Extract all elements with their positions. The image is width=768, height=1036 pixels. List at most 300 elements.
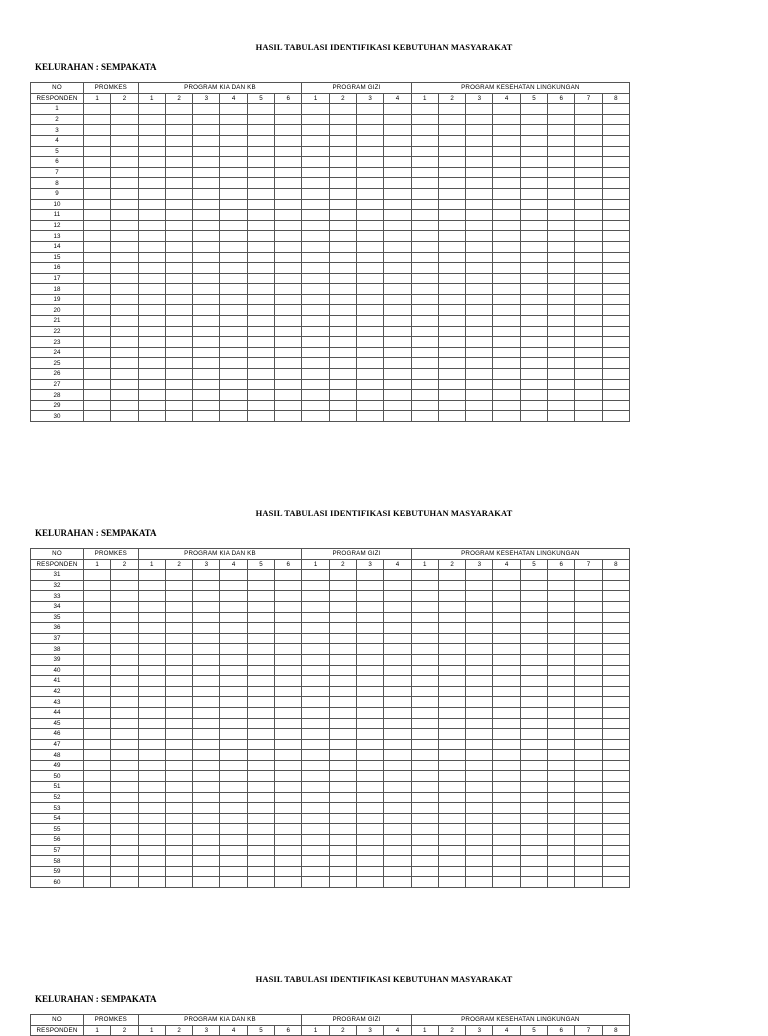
table-cell <box>411 411 438 422</box>
header-row-groups <box>31 549 630 560</box>
table-cell <box>438 305 465 316</box>
table-cell <box>493 718 520 729</box>
table-cell <box>84 760 111 771</box>
table-cell <box>165 707 192 718</box>
table-cell <box>84 178 111 189</box>
table-cell <box>302 379 329 390</box>
table-cell <box>220 104 247 115</box>
table-cell <box>602 316 629 327</box>
table-cell <box>438 400 465 411</box>
table-cell <box>493 676 520 687</box>
table-cell <box>84 771 111 782</box>
table-cell <box>193 707 220 718</box>
table-cell <box>220 866 247 877</box>
column-number: 1 <box>411 559 438 570</box>
table-cell <box>111 231 138 242</box>
table-cell <box>466 326 493 337</box>
column-number: 5 <box>520 559 547 570</box>
table-cell <box>357 623 384 634</box>
table-cell <box>548 718 575 729</box>
table-cell <box>193 104 220 115</box>
table-cell <box>602 369 629 380</box>
respondent-number: 39 <box>31 654 84 665</box>
table-cell <box>138 231 165 242</box>
table-cell <box>193 337 220 348</box>
table-row <box>31 729 630 740</box>
table-cell <box>111 379 138 390</box>
table-cell <box>384 305 411 316</box>
table-cell <box>275 782 302 793</box>
table-cell <box>602 252 629 263</box>
table-cell <box>575 813 602 824</box>
table-cell <box>138 676 165 687</box>
table-cell <box>138 358 165 369</box>
table-cell <box>138 601 165 612</box>
table-cell <box>193 210 220 221</box>
table-cell <box>411 824 438 835</box>
table-cell <box>438 760 465 771</box>
table-cell <box>165 400 192 411</box>
table-cell <box>84 612 111 623</box>
table-cell <box>165 792 192 803</box>
table-cell <box>111 803 138 814</box>
table-cell <box>411 390 438 401</box>
table-cell <box>247 633 274 644</box>
table-cell <box>329 792 356 803</box>
table-cell <box>329 803 356 814</box>
table-cell <box>575 623 602 634</box>
table-cell <box>493 654 520 665</box>
table-cell <box>220 601 247 612</box>
table-cell <box>411 326 438 337</box>
table-cell <box>220 845 247 856</box>
table-cell <box>575 114 602 125</box>
table-cell <box>193 835 220 846</box>
table-cell <box>602 178 629 189</box>
table-cell <box>302 326 329 337</box>
column-number: 7 <box>575 1025 602 1036</box>
table-cell <box>247 760 274 771</box>
column-number: 1 <box>84 93 111 104</box>
table-cell <box>247 739 274 750</box>
column-number: 4 <box>220 93 247 104</box>
table-row <box>31 241 630 252</box>
table-cell <box>165 326 192 337</box>
table-cell <box>138 665 165 676</box>
table-cell <box>193 316 220 327</box>
table-cell <box>84 665 111 676</box>
table-cell <box>220 707 247 718</box>
table-cell <box>411 644 438 655</box>
table-cell <box>548 570 575 581</box>
table-cell <box>220 750 247 761</box>
table-cell <box>275 358 302 369</box>
table-cell <box>84 347 111 358</box>
table-cell <box>520 125 547 136</box>
respondent-number: 16 <box>31 263 84 274</box>
table-cell <box>384 856 411 867</box>
column-number: 2 <box>165 1025 192 1036</box>
table-cell <box>302 135 329 146</box>
table-cell <box>548 835 575 846</box>
table-cell <box>193 866 220 877</box>
table-cell <box>111 792 138 803</box>
table-cell <box>111 157 138 168</box>
table-cell <box>384 792 411 803</box>
table-cell <box>575 135 602 146</box>
table-cell <box>84 337 111 348</box>
table-cell <box>466 104 493 115</box>
table-cell <box>411 231 438 242</box>
table-cell <box>247 379 274 390</box>
table-cell <box>466 273 493 284</box>
table-cell <box>275 146 302 157</box>
table-cell <box>575 210 602 221</box>
table-cell <box>302 792 329 803</box>
table-cell <box>165 167 192 178</box>
table-cell <box>548 739 575 750</box>
table-cell <box>193 856 220 867</box>
table-cell <box>493 782 520 793</box>
table-cell <box>329 877 356 888</box>
table-cell <box>384 146 411 157</box>
table-cell <box>384 252 411 263</box>
table-cell <box>329 188 356 199</box>
respondent-number: 23 <box>31 337 84 348</box>
table-cell <box>520 739 547 750</box>
table-cell <box>275 824 302 835</box>
table-cell <box>193 771 220 782</box>
table-cell <box>220 697 247 708</box>
respondent-number: 9 <box>31 188 84 199</box>
table-cell <box>329 178 356 189</box>
table-row <box>31 135 630 146</box>
table-cell <box>520 379 547 390</box>
table-cell <box>466 580 493 591</box>
table-cell <box>357 231 384 242</box>
group-header: PROGRAM KIA DAN KB <box>138 83 302 94</box>
group-header: PROGRAM GIZI <box>302 1015 411 1026</box>
table-cell <box>520 654 547 665</box>
table-cell <box>357 824 384 835</box>
table-cell <box>193 146 220 157</box>
table-cell <box>411 601 438 612</box>
table-cell <box>84 813 111 824</box>
table-cell <box>302 824 329 835</box>
table-cell <box>275 326 302 337</box>
table-cell <box>220 856 247 867</box>
table-cell <box>138 866 165 877</box>
table-cell <box>493 358 520 369</box>
table-row <box>31 866 630 877</box>
table-cell <box>384 241 411 252</box>
column-number: 3 <box>193 93 220 104</box>
table-cell <box>165 570 192 581</box>
table-row <box>31 697 630 708</box>
table-cell <box>493 866 520 877</box>
table-cell <box>466 729 493 740</box>
table-cell <box>193 241 220 252</box>
table-cell <box>302 697 329 708</box>
table-cell <box>84 114 111 125</box>
table-cell <box>357 400 384 411</box>
table-cell <box>384 739 411 750</box>
table-cell <box>548 676 575 687</box>
table-cell <box>548 856 575 867</box>
table-cell <box>138 612 165 623</box>
table-cell <box>493 813 520 824</box>
table-cell <box>329 866 356 877</box>
table-cell <box>193 845 220 856</box>
table-cell <box>493 633 520 644</box>
table-cell <box>520 241 547 252</box>
table-cell <box>275 316 302 327</box>
table-cell <box>247 263 274 274</box>
table-cell <box>357 760 384 771</box>
table-cell <box>548 782 575 793</box>
table-row <box>31 782 630 793</box>
table-cell <box>84 231 111 242</box>
table-cell <box>602 729 629 740</box>
table-cell <box>411 358 438 369</box>
table-row <box>31 125 630 136</box>
table-cell <box>275 241 302 252</box>
table-cell <box>247 347 274 358</box>
table-cell <box>111 866 138 877</box>
table-cell <box>602 591 629 602</box>
table-cell <box>138 813 165 824</box>
table-cell <box>548 114 575 125</box>
table-cell <box>602 824 629 835</box>
table-cell <box>411 316 438 327</box>
table-cell <box>165 263 192 274</box>
table-cell <box>220 792 247 803</box>
respondent-number: 46 <box>31 729 84 740</box>
table-cell <box>411 241 438 252</box>
table-cell <box>466 665 493 676</box>
table-cell <box>384 337 411 348</box>
table-cell <box>302 835 329 846</box>
table-cell <box>193 199 220 210</box>
table-cell <box>220 188 247 199</box>
column-number: 2 <box>165 559 192 570</box>
table-cell <box>384 263 411 274</box>
table-cell <box>493 369 520 380</box>
table-cell <box>438 135 465 146</box>
table-cell <box>275 390 302 401</box>
table-cell <box>384 591 411 602</box>
table-cell <box>220 654 247 665</box>
table-cell <box>575 347 602 358</box>
table-cell <box>384 707 411 718</box>
table-row <box>31 750 630 761</box>
respondent-number: 37 <box>31 633 84 644</box>
table-cell <box>275 284 302 295</box>
table-cell <box>329 665 356 676</box>
table-cell <box>602 570 629 581</box>
group-header: PROGRAM GIZI <box>302 549 411 560</box>
table-cell <box>302 877 329 888</box>
table-cell <box>165 824 192 835</box>
table-cell <box>329 750 356 761</box>
table-cell <box>384 358 411 369</box>
column-number: 4 <box>220 1025 247 1036</box>
table-cell <box>411 623 438 634</box>
table-cell <box>302 263 329 274</box>
table-cell <box>247 241 274 252</box>
table-cell <box>111 263 138 274</box>
table-cell <box>548 612 575 623</box>
kelurahan-label: KELURAHAN : SEMPAKATA <box>35 528 157 538</box>
table-cell <box>384 835 411 846</box>
table-cell <box>411 188 438 199</box>
table-cell <box>384 866 411 877</box>
respondent-number: 49 <box>31 760 84 771</box>
table-cell <box>193 263 220 274</box>
table-cell <box>575 856 602 867</box>
table-cell <box>138 644 165 655</box>
table-cell <box>193 877 220 888</box>
table-cell <box>84 379 111 390</box>
table-cell <box>384 294 411 305</box>
table-cell <box>193 411 220 422</box>
column-number: 2 <box>438 1025 465 1036</box>
table-cell <box>193 326 220 337</box>
table-cell <box>466 760 493 771</box>
table-cell <box>466 824 493 835</box>
table-cell <box>438 390 465 401</box>
table-cell <box>357 263 384 274</box>
column-number: 4 <box>220 559 247 570</box>
table-cell <box>193 750 220 761</box>
column-number: 4 <box>384 559 411 570</box>
table-cell <box>111 729 138 740</box>
respondent-number: 45 <box>31 718 84 729</box>
table-cell <box>602 188 629 199</box>
table-cell <box>411 803 438 814</box>
table-cell <box>329 771 356 782</box>
table-cell <box>165 580 192 591</box>
table-cell <box>193 252 220 263</box>
table-cell <box>438 601 465 612</box>
table-cell <box>220 263 247 274</box>
table-cell <box>466 644 493 655</box>
table-cell <box>193 676 220 687</box>
table-cell <box>165 146 192 157</box>
table-cell <box>411 284 438 295</box>
table-cell <box>520 188 547 199</box>
table-cell <box>493 347 520 358</box>
table-row <box>31 824 630 835</box>
table-cell <box>438 654 465 665</box>
table-cell <box>520 771 547 782</box>
table-cell <box>384 771 411 782</box>
table-cell <box>220 686 247 697</box>
table-cell <box>165 210 192 221</box>
table-cell <box>520 877 547 888</box>
column-number: 2 <box>111 1025 138 1036</box>
table-cell <box>302 591 329 602</box>
table-cell <box>165 803 192 814</box>
table-cell <box>84 654 111 665</box>
table-cell <box>548 824 575 835</box>
table-cell <box>193 167 220 178</box>
table-cell <box>329 570 356 581</box>
table-row <box>31 358 630 369</box>
table-cell <box>411 379 438 390</box>
table-cell <box>438 739 465 750</box>
table-cell <box>84 686 111 697</box>
table-cell <box>275 676 302 687</box>
table-cell <box>220 252 247 263</box>
table-cell <box>575 104 602 115</box>
column-number: 2 <box>111 93 138 104</box>
table-cell <box>165 686 192 697</box>
table-cell <box>384 199 411 210</box>
table-cell <box>193 803 220 814</box>
table-cell <box>220 591 247 602</box>
table-cell <box>138 199 165 210</box>
table-cell <box>220 623 247 634</box>
table-cell <box>548 337 575 348</box>
table-cell <box>411 347 438 358</box>
table-cell <box>193 358 220 369</box>
column-number: 1 <box>84 559 111 570</box>
table-cell <box>411 178 438 189</box>
table-cell <box>602 347 629 358</box>
table-cell <box>329 718 356 729</box>
table-cell <box>466 135 493 146</box>
table-cell <box>247 697 274 708</box>
table-cell <box>520 813 547 824</box>
table-cell <box>275 803 302 814</box>
table-cell <box>138 782 165 793</box>
table-cell <box>520 104 547 115</box>
respondent-number: 44 <box>31 707 84 718</box>
table-cell <box>329 167 356 178</box>
table-cell <box>111 676 138 687</box>
table-cell <box>84 676 111 687</box>
table-cell <box>138 146 165 157</box>
table-cell <box>602 856 629 867</box>
table-cell <box>411 125 438 136</box>
table-cell <box>329 676 356 687</box>
table-cell <box>165 601 192 612</box>
table-cell <box>438 771 465 782</box>
table-cell <box>84 707 111 718</box>
table-cell <box>138 316 165 327</box>
table-cell <box>111 316 138 327</box>
table-cell <box>329 379 356 390</box>
table-cell <box>520 856 547 867</box>
table-cell <box>384 644 411 655</box>
table-cell <box>575 273 602 284</box>
table-cell <box>302 390 329 401</box>
table-cell <box>466 707 493 718</box>
table-cell <box>329 697 356 708</box>
table-cell <box>329 104 356 115</box>
table-cell <box>357 104 384 115</box>
table-cell <box>548 379 575 390</box>
table-cell <box>275 580 302 591</box>
table-cell <box>193 400 220 411</box>
table-cell <box>575 411 602 422</box>
table-cell <box>438 263 465 274</box>
table-cell <box>138 856 165 867</box>
table-cell <box>275 729 302 740</box>
table-cell <box>520 358 547 369</box>
table-cell <box>247 316 274 327</box>
